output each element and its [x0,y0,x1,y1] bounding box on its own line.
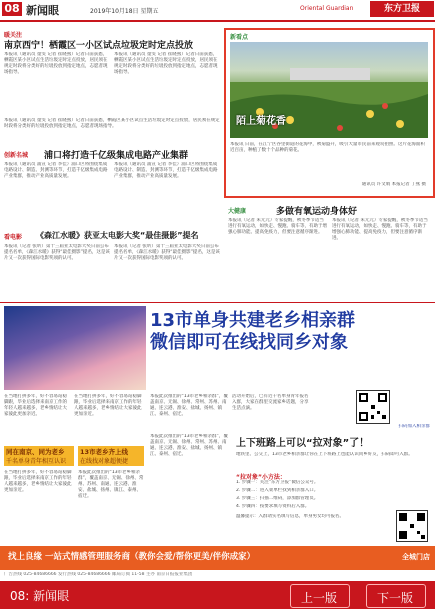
qr-label: 扫码加入相亲群 [398,424,430,429]
article-body: 本报此次推出的“13市老乡相亲群”，覆盖南京、无锡、徐州、常州、苏州、南通、连云港、淮安、盐城、扬州、镇江、泰州、宿迁。 [150,434,228,457]
feature-lead: 为了让“单身青年”更好地找到另一半，本报近日组建13市老乡相亲群，单身青年只需通过微信即可入群，在线寻找心仪的同乡对象。 [154,355,426,368]
side-title-box [78,446,144,466]
page-navigation-bar [0,581,435,609]
article-body: 本报讯 日前，在江宁区谷里街道的花海中，秋菊盛开，吸引大量市民前来观赏拍照。这片花海面积近百亩，种植了数十个品种的菊花。 [230,142,425,153]
article-body: 本报讯（记者 朱元元）专家提醒，秋冬季节适当进行有氧运动，如快走、慢跑、骑车等，有助于增强心肺功能、提高免疫力，但要注意循序渐进。 [228,218,327,235]
side-title: 在线找对象超便捷 [80,458,129,465]
prev-page-label: 上一版 [301,591,338,605]
photo-caption: 陌上菊花香 [236,116,286,127]
article-title[interactable]: 南京西宁！栖霞区一小区试点垃圾定时定点投放 [4,41,194,51]
article-body: 本报讯（通讯员 童雯 记者 崔晓燕）记者日前获悉，栖霞区某小区试点生活垃圾定时定点投放，居民须在规定时段将分类好的垃圾投放到指定地点，志愿者现场指导。 [4,52,108,75]
section-divider [0,302,435,303]
chrysanthemum-photo [230,42,428,138]
article-body: 本报此次推出的“13市老乡相亲群”，覆盖南京、无锡、徐州、常州、苏州、南通、连云港、淮安、盐城、扬州、镇江、泰州、宿迁。 [150,394,228,417]
next-page-label: 下一版 [377,591,414,605]
steps-title: “拉对象”小方法： [236,474,286,481]
article-tag: 看电影 [4,234,23,241]
photo-credit: 通讯员 许文娟 本报记者 丁燕 摄 [361,182,426,187]
feature-title-line1: 13市单身共建老乡相亲群 [150,310,356,331]
feature-lead-strip [150,352,434,388]
side-title: 千名单身青年相互认识 [6,458,67,465]
step-item: 1. 步骤一：关注“东方卫报”微信公众号。 [236,480,319,485]
issue-date: 2019年10月18日 星期五 [90,8,159,15]
crowd-photo [4,306,146,390]
article-body: 本报讯（记者 朱元元）专家提醒，秋冬季节适当进行有氧运动，如快走、慢跑、骑车等，有助于增强心肺功能、提高免疫力，但要注意循序渐进。 [332,218,428,241]
current-page-label: 08: 新闻眼 [10,589,70,603]
feature-headline [150,306,434,353]
side-title: 13市老乡齐上线 [80,448,129,456]
article-title[interactable]: 多做有氧运动身体好 [276,207,358,217]
qr-code[interactable] [396,510,428,542]
newspaper-logo: 东方卫报 [370,1,434,17]
highlighted-article[interactable] [224,28,435,198]
ad-banner[interactable] [0,546,435,570]
article-tag: 创新名城 [4,152,29,159]
feature-title-line2: 微信即可在线找同乡对象 [150,332,348,353]
article-body: 地铁里、公交上，13市老乡相亲群让你在上下班路上也能认识同乡好友，扫码即可入群。 [236,452,413,457]
contact-note: 温馨提示：入群请实名填写信息，单身男女均可报名。 [236,514,344,519]
article-tag: 暖关注 [4,32,23,39]
step-item: 4. 步骤四：按要求填写资料后入群。 [236,504,310,509]
article-body: 本报讯（记者 张昕）第十三届亚太电影大奖日前公布提名名单，《森江水暖》获得“最佳摄影”提名，这是该片又一次获得国际电影奖项的认可。 [114,244,220,261]
article-tag: 新看点 [230,34,249,41]
article-body: 本报此次推出的“13市老乡相亲群”，覆盖南京、无锡、徐州、常州、苏州、南通、连云港、淮安、盐城、扬州、镇江、泰州、宿迁。 [78,470,144,499]
article-title[interactable]: 《森江水暖》获亚太电影大奖“最佳摄影”提名 [36,231,199,240]
article-tag: 大健康 [228,208,247,215]
qr-code[interactable] [356,390,390,424]
article-body: 本报讯（通讯员 童雯 记者 崔晓燕）记者日前获悉，栖霞区某小区试点生活垃圾定时定点投放，居民须在规定时段将分类好的垃圾投放到指定地点，志愿者现场指导。 [4,118,220,129]
next-page-button[interactable] [366,584,426,608]
article-body: 在当地打拼多年，好不容易站稳脚跟，毕业后选择来南京工作的年轻人越来越多，老乡情结让大家彼此更加亲近。 [4,470,72,493]
masthead [0,0,435,22]
page-number: 08 [2,2,22,16]
english-title: Oriental Guardian [300,5,354,12]
article-body: 本报讯（通讯员 浦宣 记者 李佳）浦口区将围绕集成电路设计、制造、封测等环节，打造千亿级集成电路产业集群，推动产业高质量发展。 [114,162,218,179]
article-body: 本报讯（通讯员 浦宣 记者 李佳）浦口区将围绕集成电路设计、制造、封测等环节，打造千亿级集成电路产业集群，推动产业高质量发展。 [4,162,108,179]
qr-code-icon [357,391,389,423]
side-title-box [4,446,74,466]
step-item: 2. 步骤二：进入菜单栏找到相亲群入口。 [236,488,319,493]
feature-subheadline: 上下班路上可以“拉对象”了！ [236,438,370,449]
article-body: 本报讯（记者 张昕）第十三届亚太电影大奖日前公布提名名单，《森江水暖》获得“最佳摄影”提名，这是该片又一次获得国际电影奖项的认可。 [4,244,110,261]
prev-page-button[interactable] [290,584,350,608]
section-title: 新闻眼 [26,4,59,17]
article-body: 活动开始后，已有近千名单身青年报名入群，大家在群里交流家乡话题，分享生活点滴。 [232,394,309,411]
qr-code-icon [397,511,427,541]
ad-text: 找上良缘 一站式情感管理服务商（教你会爱/帮你更美/伴你成家） [8,552,256,562]
article-title[interactable]: 浦口将打造千亿级集成电路产业集群 [44,151,189,161]
ad-side-text: 全城门店 [402,553,430,561]
article-body: 在当地打拼多年，好不容易站稳脚跟，毕业后选择来南京工作的年轻人越来越多，老乡情结让大家彼此更加亲近。 [74,394,142,417]
article-body: 在当地打拼多年，好不容易站稳脚跟，毕业后选择来南京工作的年轻人越来越多，老乡情结让大家彼此更加亲近。 [4,394,67,417]
footer-info: 广告热线 025-84686666 发行热线 025-84686666 邮局订阅 11-58 主办 南京日报报业集团 [4,572,193,577]
article-body: 本报讯（通讯员 童雯 记者 崔晓燕）记者日前获悉，栖霞区某小区试点生活垃圾定时定点投放，居民须在规定时段将分类好的垃圾投放到指定地点，志愿者现场指导。 [114,52,218,75]
step-item: 3. 步骤三：扫描二维码，添加群管理员。 [236,496,319,501]
side-title: 同在南京、同为老乡 [6,448,65,456]
